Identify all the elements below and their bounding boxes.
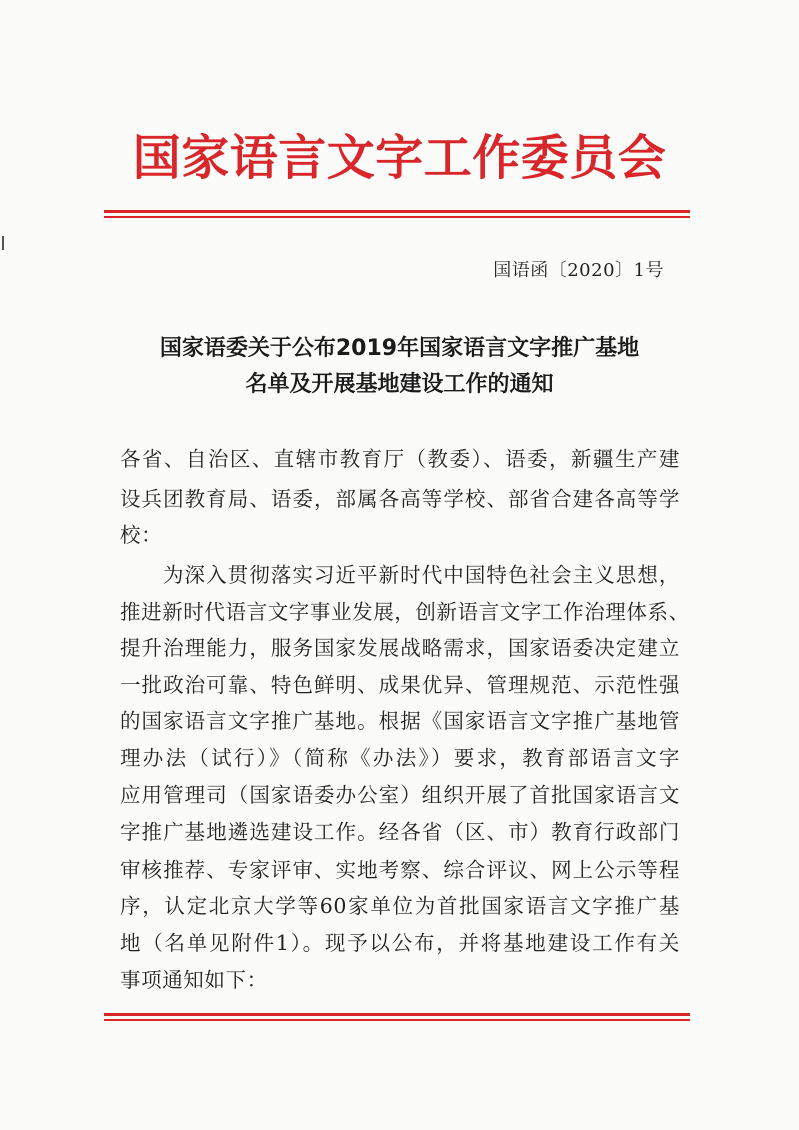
body-paragraph-first-line: 为深入贯彻落实习近平新时代中国特色社会主义思想， <box>163 563 680 587</box>
body-line: 序，认定北京大学等60家单位为首批国家语言文字推广基 <box>120 894 680 918</box>
body-line: 推进新时代语言文字事业发展，创新语言文字工作治理体系、 <box>120 600 690 624</box>
body-line: 应用管理司（国家语委办公室）组织开展了首批国家语言文 <box>120 783 680 807</box>
body-line: 理办法（试行）》（简称《办法》）要求，教育部语言文字 <box>120 746 680 770</box>
body-line: 各省、自治区、直辖市教育厅（教委）、语委，新疆生产建 <box>120 447 680 471</box>
body-line: 字推广基地遴选建设工作。经各省（区、市）教育行政部门 <box>120 820 680 844</box>
body-line: 提升治理能力，服务国家发展战略需求，国家语委决定建立 <box>120 636 680 660</box>
body-line: 地（名单见附件1）。现予以公布，并将基地建设工作有关 <box>120 931 680 955</box>
body-line: 一批政治可靠、特色鲜明、成果优异、管理规范、示范性强 <box>120 673 680 697</box>
footer-divider-thin <box>104 1019 690 1021</box>
body-line: 审核推荐、专家评审、实地考察、综合评议、网上公示等程 <box>120 858 680 882</box>
header-divider-thick <box>104 210 690 213</box>
notice-title-line-2: 名单及开展基地建设工作的通知 <box>245 372 554 397</box>
issuing-organization-header: 国家语言文字工作委员会 <box>132 130 667 186</box>
document-number: 国语函〔2020〕1号 <box>493 260 664 281</box>
header-divider-thin <box>104 216 690 218</box>
body-line: 事项通知如下： <box>120 968 268 992</box>
notice-title-line-1: 国家语委关于公布2019年国家语言文字推广基地 <box>159 336 640 361</box>
scan-edge-mark <box>2 236 4 250</box>
body-line: 校： <box>120 523 163 547</box>
footer-divider-thick <box>104 1013 690 1016</box>
body-line: 的国家语言文字推广基地。根据《国家语言文字推广基地管 <box>120 709 680 733</box>
body-line: 设兵团教育局、语委，部属各高等学校、部省合建各高等学 <box>120 487 680 511</box>
